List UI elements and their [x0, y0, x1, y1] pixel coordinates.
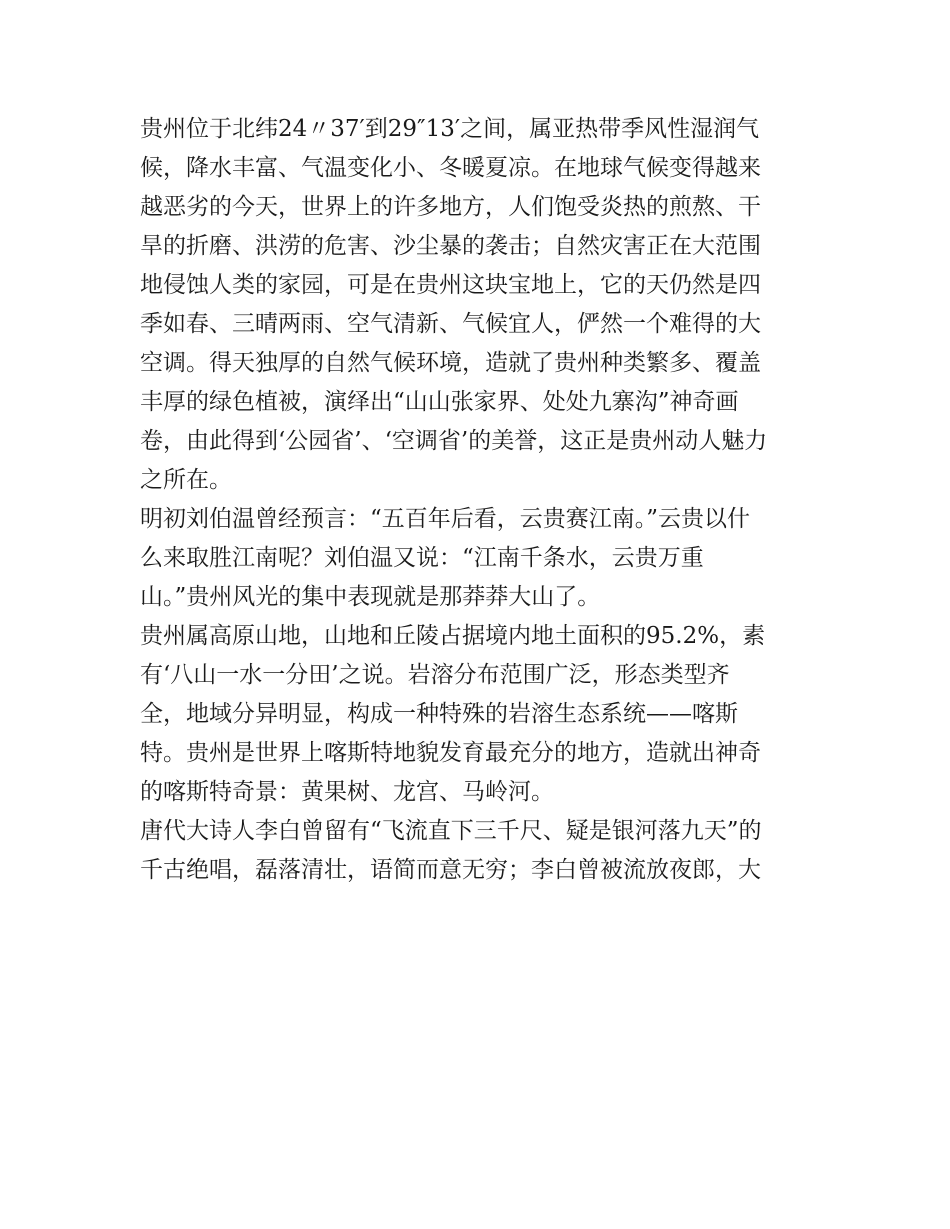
text-line: 贵州属高原山地，山地和丘陵占据境内地土面积的95.2%，素 [140, 623, 766, 649]
text-line: 有‘八山一水一分田’之说。岩溶分布范围广泛，形态类型齐 [140, 662, 730, 688]
text-line: 的喀斯特奇景：黄果树、龙宫、马岭河。 [140, 779, 554, 805]
text-line: 全，地域分异明显，构成一种特殊的岩溶生态系统——喀斯 [140, 701, 738, 727]
text-line: 之所在。 [140, 467, 232, 493]
text-line: 越恶劣的今天，世界上的许多地方，人们饱受炎热的煎熬、干 [140, 194, 761, 220]
paragraph-climate [140, 110, 820, 500]
text-line: 卷，由此得到‘公园省’、‘空调省’的美誉，这正是贵州动人魅力 [140, 428, 768, 454]
text-line: 候，降水丰富、气温变化小、冬暖夏凉。在地球气候变得越来 [140, 155, 761, 181]
text-line: 明初刘伯温曾经预言：“五百年后看，云贵赛江南。”云贵以什 [140, 506, 751, 532]
paragraph-karst [140, 617, 820, 812]
text-line: 千古绝唱，磊落清壮，语简而意无穷；李白曾被流放夜郎，大 [140, 857, 761, 883]
text-line: 唐代大诗人李白曾留有“飞流直下三千尺、疑是银河落九天”的 [140, 818, 762, 844]
text-line: 季如春、三晴两雨、空气清新、气候宜人，俨然一个难得的大 [140, 311, 761, 337]
paragraph-li-bai [140, 812, 820, 890]
text-line: 贵州位于北纬24〃37′到29″13′之间，属亚热带季风性湿润气 [140, 116, 760, 142]
text-line: 空调。得天独厚的自然气候环境，造就了贵州种类繁多、覆盖 [140, 350, 761, 376]
text-line: 么来取胜江南呢？刘伯温又说：“江南千条水，云贵万重 [140, 545, 704, 571]
paragraph-liu-bowen [140, 500, 820, 617]
text-line: 山。”贵州风光的集中表现就是那莽莽大山了。 [140, 584, 601, 610]
text-line: 旱的折磨、洪涝的危害、沙尘暴的袭击；自然灾害正在大范围 [140, 233, 761, 259]
document-body [140, 110, 820, 890]
text-line: 地侵蚀人类的家园，可是在贵州这块宝地上，它的天仍然是四 [140, 272, 761, 298]
text-line: 丰厚的绿色植被，演绎出“山山张家界、处处九寨沟”神奇画 [140, 389, 739, 415]
text-line: 特。贵州是世界上喀斯特地貌发育最充分的地方，造就出神奇 [140, 740, 761, 766]
